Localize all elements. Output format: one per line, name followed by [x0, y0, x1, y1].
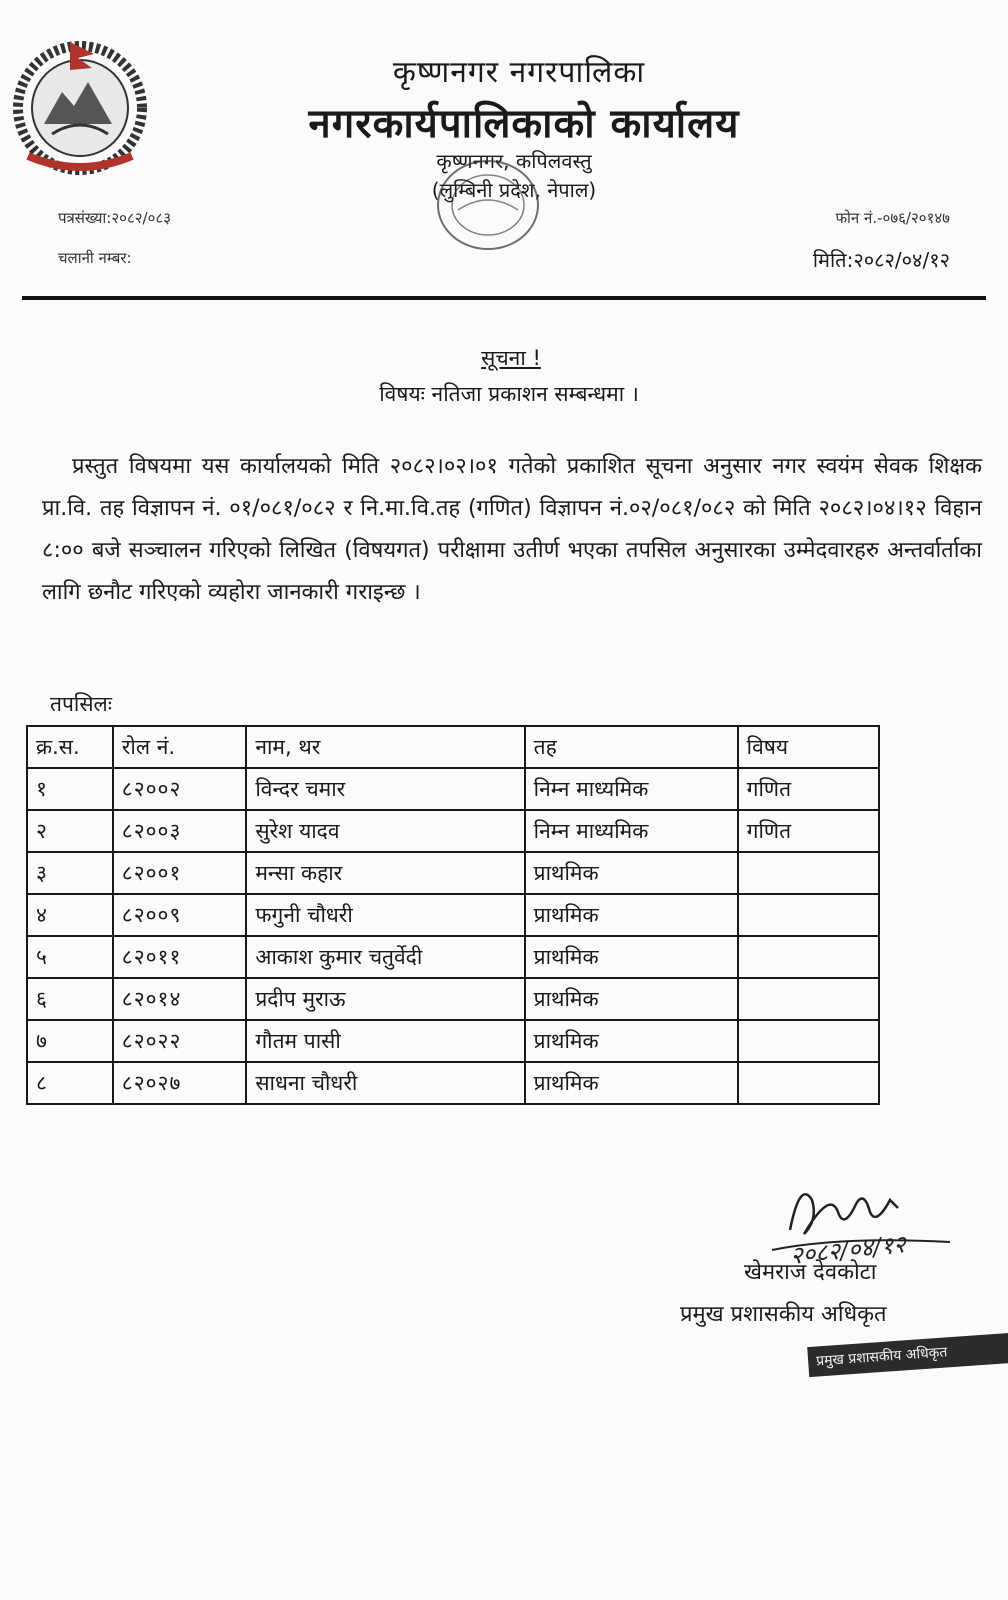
cell-sn: ७ [27, 1020, 113, 1062]
cell-subject [738, 1020, 879, 1062]
cell-level: प्राथमिक [525, 852, 738, 894]
handwritten-date: २०८२/०४/१२ [788, 1230, 908, 1270]
signatory-name: खेमराज देवकोटा [744, 1260, 877, 1285]
cell-sn: २ [27, 810, 113, 852]
dispatch-number: चलानी नम्बर: [58, 249, 132, 267]
col-header-subject: विषय [738, 726, 879, 768]
table-row [27, 936, 879, 978]
table-row [27, 894, 879, 936]
table-row [27, 978, 879, 1020]
cell-level: निम्न माध्यमिक [525, 810, 738, 852]
table-header-row [27, 726, 879, 768]
cell-level: प्राथमिक [525, 894, 738, 936]
cell-sn: ४ [27, 894, 113, 936]
cell-name: प्रदीप मुराऊ [246, 978, 524, 1020]
office-location: कृष्णनगर, कपिलवस्तु [436, 149, 592, 173]
cell-sn: ३ [27, 852, 113, 894]
letter-date: मिति:२०८२/०४/१२ [812, 248, 950, 272]
table-row [27, 1062, 879, 1104]
table-row [27, 810, 879, 852]
cell-sn: ६ [27, 978, 113, 1020]
cell-roll: ८२००९ [113, 894, 247, 936]
cell-level: प्राथमिक [525, 1062, 738, 1104]
cell-name: सुरेश यादव [246, 810, 524, 852]
cell-level: प्राथमिक [525, 1020, 738, 1062]
notice-heading-text: सूचना ! [481, 346, 541, 370]
cell-roll: ८२००२ [113, 768, 247, 810]
cell-subject [738, 1062, 879, 1104]
cell-level: निम्न माध्यमिक [525, 768, 738, 810]
cell-name: आकाश कुमार चतुर्वेदी [246, 936, 524, 978]
col-header-sn: क्र.स. [27, 726, 113, 768]
cell-level: प्राथमिक [525, 936, 738, 978]
phone-number: फोन नं.-०७६/२०१४७ [835, 209, 950, 227]
signatory-designation: प्रमुख प्रशासकीय अधिकृत [680, 1302, 887, 1327]
cell-subject: गणित [738, 810, 879, 852]
col-header-level: तह [525, 726, 738, 768]
cell-subject: गणित [738, 768, 879, 810]
cell-subject [738, 852, 879, 894]
office-province: (लुम्बिनी प्रदेश, नेपाल) [431, 178, 597, 202]
cell-subject [738, 894, 879, 936]
municipality-name: कृष्णनगर नगरपालिका [392, 55, 646, 90]
notice-body: प्रस्तुत विषयमा यस कार्यालयको मिति २०८२।०२।०१ गतेको प्रकाशित सूचना अनुसार नगर स्वयंम सेवक शिक्षक प्रा.वि. तह विज्ञापन नं. ०१/०८१/०८२ र नि.मा.वि.तह (गणित) विज्ञापन नं.०२/०८१/०८२ को मिति २०८२।०४।१२ विहान ८:०० बजे सञ्चालन गरिएको लिखित (विषयगत) परीक्षामा उतीर्ण भएका तपसिल अनुसारका उम्मेदवारहरु अन्तर्वार्ताका लागि छनौट गरिएको व्यहोरा जानकारी गराइन्छ । [42, 454, 982, 605]
details-label: तपसिलः [50, 692, 113, 716]
cell-name: विन्दर चमार [246, 768, 524, 810]
cell-name: साधना चौधरी [246, 1062, 524, 1104]
cell-roll: ८२०२२ [113, 1020, 247, 1062]
cell-roll: ८२०२७ [113, 1062, 247, 1104]
table-row [27, 768, 879, 810]
cell-roll: ८२०११ [113, 936, 247, 978]
cell-sn: ५ [27, 936, 113, 978]
letter-number: पत्रसंख्या:२०८२/०८३ [58, 209, 172, 227]
cell-subject [738, 936, 879, 978]
cell-roll: ८२००१ [113, 852, 247, 894]
col-header-roll: रोल नं. [113, 726, 247, 768]
cell-sn: ८ [27, 1062, 113, 1104]
cell-name: गौतम पासी [246, 1020, 524, 1062]
col-header-name: नाम, थर [246, 726, 524, 768]
cell-name: मन्सा कहार [246, 852, 524, 894]
cell-name: फगुनी चौधरी [246, 894, 524, 936]
notice-subject: विषयः नतिजा प्रकाशन सम्बन्धमा । [379, 382, 639, 406]
cell-level: प्राथमिक [525, 978, 738, 1020]
office-name: नगरकार्यपालिकाको कार्यालय [308, 101, 740, 147]
cell-sn: १ [27, 768, 113, 810]
table-row [27, 1020, 879, 1062]
cell-roll: ८२००३ [113, 810, 247, 852]
cell-subject [738, 978, 879, 1020]
table-row [27, 852, 879, 894]
office-seal-icon [428, 150, 548, 260]
header-divider [22, 296, 986, 300]
cell-roll: ८२०१४ [113, 978, 247, 1020]
designation-stamp: प्रमुख प्रशासकीय अधिकृत [807, 1333, 1008, 1377]
results-table [26, 725, 880, 1105]
notice-heading [0, 344, 1008, 372]
